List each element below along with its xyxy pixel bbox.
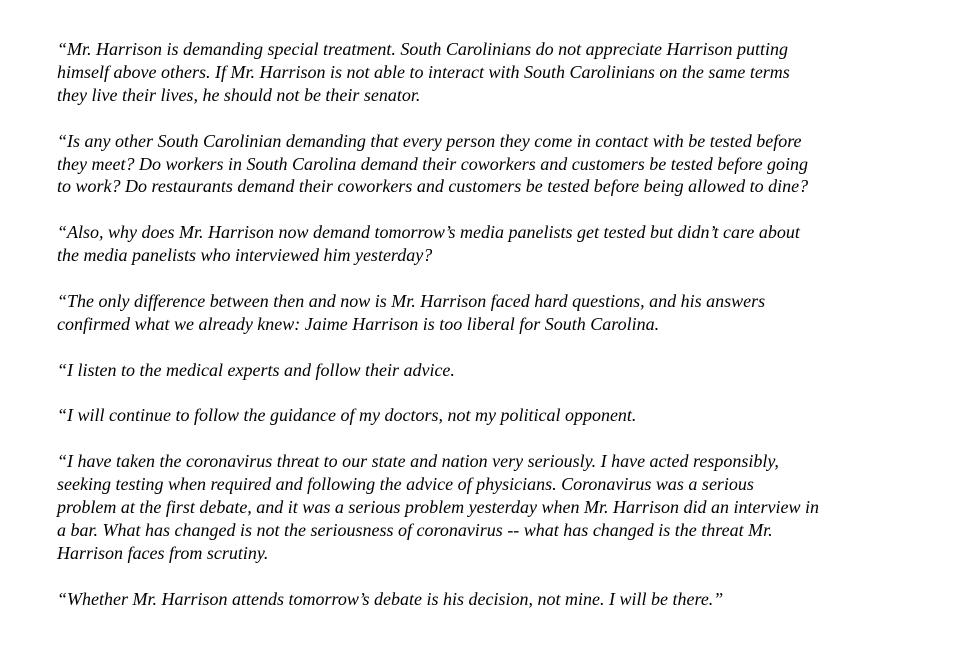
paragraph-medical-experts: “I listen to the medical experts and follow their advice. [57, 359, 455, 380]
statement-document [57, 38, 937, 611]
paragraph-debate-attendance: “Whether Mr. Harrison attends tomorrow’s debate is his decision, not mine. I will be there.” [57, 588, 724, 609]
paragraph-coronavirus-threat: “I have taken the coronavirus threat to our state and nation very seriously. I have acted responsibly, seeking testing when required and following the advice of physicians. Coronavirus was a serious problem at the first debate, and it was a serious problem yesterday when Mr. Harrison did an interview in a bar. What has changed is not the seriousness of coronavirus -- what has changed is the threat Mr. Harrison faces from scrutiny. [57, 451, 819, 563]
paragraph-testing-questions: “Is any other South Carolinian demanding that every person they come in contact with be tested before they meet? Do workers in South Carolina demand their coworkers and customers be tested before going to work? Do restaurants demand their coworkers and customers be tested before being allowed to dine? [57, 130, 809, 197]
paragraph-hard-questions: “The only difference between then and now is Mr. Harrison faced hard questions, and his answers confirmed what we already knew: Jaime Harrison is too liberal for South Carolina. [57, 290, 766, 334]
paragraph-media-panelists: “Also, why does Mr. Harrison now demand tomorrow’s media panelists get tested but didn’t care about the media panelists who interviewed him yesterday? [57, 222, 800, 266]
paragraph-doctors-guidance: “I will continue to follow the guidance of my doctors, not my political opponent. [57, 405, 637, 426]
paragraph-special-treatment: “Mr. Harrison is demanding special treatment. South Carolinians do not appreciate Harrison putting himself above others. If Mr. Harrison is not able to interact with South Carolinians on the same terms they live their lives, he should not be their senator. [57, 39, 790, 105]
